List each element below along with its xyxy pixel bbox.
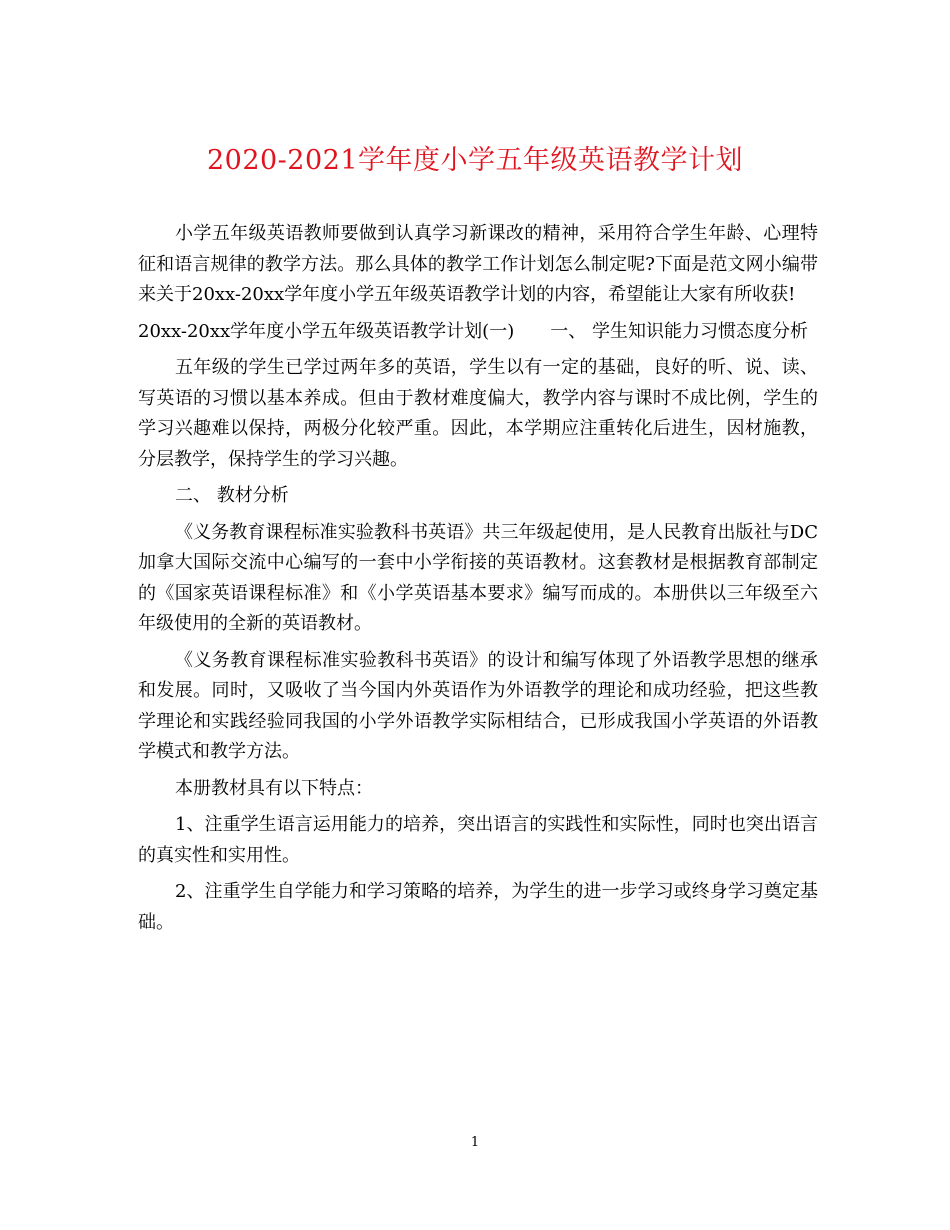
- paragraph-intro: 小学五年级英语教师要做到认真学习新课改的精神，采用符合学生年龄、心理特征和语言规律的教学方法。那么具体的教学工作计划怎么制定呢?下面是范文网小编带来关于20xx-20xx学年度小学五年级英语教学计划的内容，希望能让大家有所收获!: [138, 223, 818, 305]
- paragraph-textbook-design: 《义务教育课程标准实验教科书英语》的设计和编写体现了外语教学思想的继承和发展。同时，又吸收了当今国内外英语作为外语教学的理论和成功经验，把这些教学理论和实践经验同我国的小学外语教学实际相结合，已形成我国小学英语的外语教学模式和教学方法。: [138, 649, 818, 762]
- paragraph-plan-heading: 20xx-20xx学年度小学五年级英语教学计划(一) 一、 学生知识能力习惯态度分析: [138, 320, 808, 342]
- document-body: [138, 219, 818, 944]
- section-heading-textbook: 二、 教材分析: [175, 485, 289, 506]
- document-title: 2020-2021学年度小学五年级英语教学计划: [206, 145, 744, 176]
- paragraph-textbook-intro: 《义务教育课程标准实验教科书英语》共三年级起使用，是人民教育出版社与DC加拿大国际交流中心编写的一套中小学衔接的英语教材。这套教材是根据教育部制定的《国家英语课程标准》和《小学英语基本要求》编写而成的。本册供以三年级至六年级使用的全新的英语教材。: [138, 521, 818, 634]
- list-item-feature-2: 2、注重学生自学能力和学习策略的培养，为学生的进一步学习或终身学习奠定基础。: [138, 881, 818, 933]
- paragraph-student-analysis: 五年级的学生已学过两年多的英语，学生以有一定的基础，良好的听、说、读、写英语的习惯以基本养成。但由于教材难度偏大，教学内容与课时不成比例，学生的学习兴趣难以保持，两极分化较严重。因此，本学期应注重转化后进生，因材施教，分层教学，保持学生的学习兴趣。: [138, 357, 818, 470]
- list-item-feature-1: 1、注重学生语言运用能力的培养，突出语言的实践性和实际性，同时也突出语言的真实性和实用性。: [138, 814, 818, 866]
- paragraph-features-lead: 本册教材具有以下特点：: [175, 777, 373, 799]
- page-number: 1: [470, 1135, 480, 1150]
